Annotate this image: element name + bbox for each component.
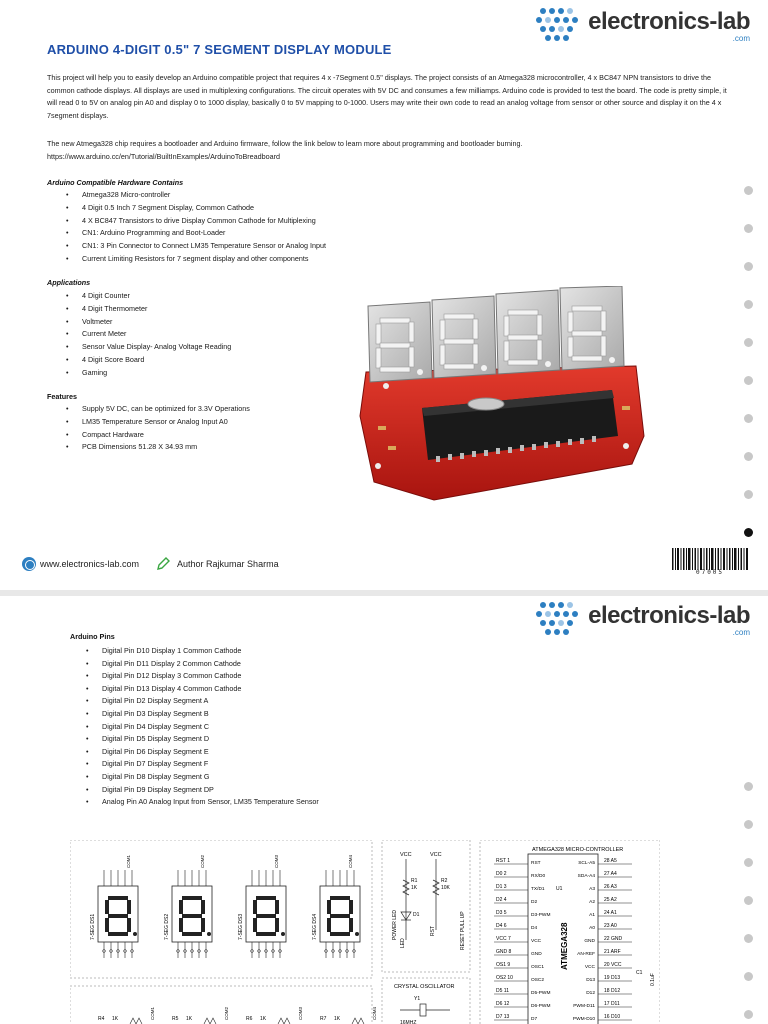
hardware-list: [66, 189, 326, 266]
logo-dots-icon: [536, 6, 582, 46]
mcu-right-pin-name: AN-REF: [577, 952, 595, 957]
nav-dot[interactable]: [744, 858, 753, 867]
page-2: [0, 596, 768, 1024]
resistor-value: 1K: [260, 1016, 267, 1022]
list-item: • Digital Pin D10 Display 1 Common Cathode: [86, 645, 319, 658]
nav-dot[interactable]: [744, 782, 753, 791]
bootloader-text: The new Atmega328 chip requires a bootloader and Arduino firmware, follow the link below to learn more about programming and bootloader burning.: [47, 139, 523, 148]
features-list: [66, 403, 250, 454]
mcu-left-pin-name: TX/D1: [531, 887, 545, 892]
page-footer: [22, 556, 279, 572]
com-label: COM4: [372, 1006, 377, 1020]
vcc-label-1: VCC: [400, 852, 412, 858]
logo-name: electronics-lab: [588, 601, 750, 629]
seven-segment-displays: [368, 286, 624, 382]
vcc-label-2: VCC: [430, 852, 442, 858]
list-item: • LM35 Temperature Sensor or Analog Input A0: [66, 416, 250, 429]
list-item: • 4 Digit 0.5 Inch 7 Segment Display, Common Cathode: [66, 202, 326, 215]
page-nav-dots: [744, 782, 754, 1024]
nav-dot[interactable]: [744, 1010, 753, 1019]
r1-value: 1K: [411, 885, 418, 891]
rst-label: RST: [430, 926, 436, 936]
mcu-right-pin: 18 D12: [604, 988, 621, 994]
nav-dot[interactable]: [744, 896, 753, 905]
r2-label: R2: [441, 878, 448, 884]
display-label: 7-SEG DS4: [312, 913, 318, 940]
power-led-label: POWER LED: [392, 909, 398, 940]
arduino-pins-heading: Arduino Pins: [70, 632, 115, 641]
u1-label: U1: [556, 886, 563, 892]
com-label: COM1: [150, 1006, 155, 1020]
resistor-group: [98, 1007, 377, 1024]
list-item: • Current Limiting Resistors for 7 segment display and other components: [66, 253, 326, 266]
reset-label: RESET PULL UP: [460, 911, 466, 950]
list-item: • Digital Pin D4 Display Segment C: [86, 721, 319, 734]
mcu-left-pin-name: OSC1: [531, 965, 545, 970]
mcu-left-pin: OS2 10: [496, 975, 513, 981]
mcu-right-pin-name: A1: [589, 913, 595, 918]
nav-dot[interactable]: [744, 934, 753, 943]
d1-label: D1: [413, 912, 420, 918]
schematic-display-2: [164, 855, 212, 958]
led-label: LED: [400, 938, 406, 948]
mcu-left-pin-name: RX/D0: [531, 874, 546, 879]
logo-name: electronics-lab: [588, 7, 750, 35]
display-label: 7-SEG DS1: [90, 913, 96, 940]
arduino-pins-list: [86, 645, 319, 809]
globe-icon: [22, 557, 36, 571]
nav-dot[interactable]: [744, 186, 753, 195]
mcu-right-pin: 19 D13: [604, 975, 621, 981]
list-item: • Digital Pin D5 Display Segment D: [86, 733, 319, 746]
resistor-value: 1K: [334, 1016, 341, 1022]
mcu-left-pin: D3 5: [496, 910, 507, 916]
list-item: • Digital Pin D2 Display Segment A: [86, 695, 319, 708]
mcu-left-pin-name: D5-PWM: [531, 991, 551, 996]
list-item: • Supply 5V DC, can be optimized for 3.3V Operations: [66, 403, 250, 416]
mcu-right-pin-name: GND: [584, 939, 595, 944]
mcu-left-pin-name: VCC: [531, 939, 542, 944]
mcu-right-pin: 21 ARF: [604, 949, 621, 955]
mcu-left-pin-name: D7: [531, 1017, 538, 1022]
list-item: • CN1: Arduino Programming and Boot-Loader: [66, 227, 326, 240]
list-item: • Digital Pin D8 Display Segment G: [86, 771, 319, 784]
mcu-name: ATMEGA328: [560, 922, 569, 970]
nav-dot[interactable]: [744, 300, 753, 309]
list-item: • Compact Hardware: [66, 429, 250, 442]
list-item: • Digital Pin D11 Display 2 Common Cathode: [86, 658, 319, 671]
mcu-right-pin-name: A2: [589, 900, 595, 905]
nav-dot[interactable]: [744, 972, 753, 981]
mcu-left-pin: D5 11: [496, 988, 509, 994]
power-reset-frame: [382, 840, 470, 972]
mcu-right-pin: 27 A4: [604, 871, 617, 877]
list-item: • Atmega328 Micro-controller: [66, 189, 326, 202]
mcu-right-pin: 16 D10: [604, 1014, 621, 1020]
pen-icon: [155, 556, 171, 572]
mcu-right-pin-name: VCC: [584, 965, 595, 970]
resistor-value: 1K: [186, 1016, 193, 1022]
hardware-heading: Arduino Compatible Hardware Contains: [47, 178, 184, 187]
page-nav-dots: [744, 186, 754, 566]
nav-dot[interactable]: [744, 262, 753, 271]
page-title: ARDUINO 4-DIGIT 0.5" 7 SEGMENT DISPLAY MODULE: [47, 42, 392, 57]
mcu-left-pin-name: D4: [531, 926, 538, 931]
mcu-right-pin: 24 A1: [604, 910, 617, 916]
bootloader-paragraph: [47, 138, 727, 163]
list-item: • Digital Pin D7 Display Segment F: [86, 758, 319, 771]
mcu-right-pin-name: A0: [589, 926, 595, 931]
logo-suffix: .com: [732, 627, 750, 637]
nav-dot[interactable]: [744, 490, 753, 499]
website-link[interactable]: www.electronics-lab.com: [40, 559, 140, 569]
mcu-left-pin: VCC 7: [496, 936, 511, 942]
com-label: COM3: [274, 854, 279, 868]
list-item: • Digital Pin D13 Display 4 Common Cathode: [86, 683, 319, 696]
mcu-left-pin-name: RST: [531, 861, 541, 866]
com-label: COM3: [298, 1006, 303, 1020]
mcu-right-pin-name: D13: [586, 978, 595, 983]
list-item: • Gaming: [66, 367, 231, 380]
r2-value: 10K: [441, 885, 450, 891]
r1-label: R1: [411, 878, 418, 884]
mcu-left-pin-name: OSC2: [531, 978, 545, 983]
mcu-right-pin: 28 A5: [604, 858, 617, 864]
c1-label: C1: [636, 970, 643, 976]
barcode-number: 07005: [695, 569, 725, 576]
logo-dots-icon: [536, 600, 582, 640]
display-frame: [70, 840, 372, 978]
mcu-left-pin-name: D2: [531, 900, 538, 905]
electronics-lab-logo[interactable]: [536, 6, 750, 46]
list-item: • 4 X BC847 Transistors to drive Display Common Cathode for Multiplexing: [66, 215, 326, 228]
mcu-left-pin: D7 13: [496, 1014, 510, 1020]
mcu-right-pin: 17 D11: [604, 1001, 620, 1007]
arduino-link[interactable]: https://www.arduino.cc/en/Tutorial/BuiltInExamples/ArduinoToBreadboard: [47, 151, 281, 161]
resistor-label: R4: [98, 1016, 105, 1022]
features-heading: Features: [47, 392, 77, 401]
display-group: [90, 855, 360, 958]
list-item: • Digital Pin D12 Display 3 Common Cathode: [86, 670, 319, 683]
com-label: COM2: [200, 854, 205, 868]
list-item: • 4 Digit Counter: [66, 290, 231, 303]
mcu-right-pin-name: D12: [586, 991, 595, 996]
nav-dot[interactable]: [744, 338, 753, 347]
mcu-right-pin-name: PWM-D10: [572, 1017, 595, 1022]
mcu-left-pin-name: D6-PWM: [531, 1004, 551, 1009]
mcu-right-pin-name: A3: [589, 887, 595, 892]
schematic-display-4: [312, 855, 360, 958]
mcu-left-pin: D2 4: [496, 897, 507, 903]
nav-dot[interactable]: [744, 414, 753, 423]
nav-dot-active[interactable]: [744, 528, 753, 537]
mcu-title: ATMEGA328 MICRO-CONTROLLER: [532, 847, 624, 853]
display-module-photo: [356, 286, 648, 508]
nav-dot[interactable]: [744, 820, 753, 829]
com-label: COM4: [348, 854, 353, 868]
mcu-right-pin-name: PWM-D11: [573, 1004, 595, 1009]
logo-suffix: .com: [732, 33, 750, 43]
mcu-left-pin: D6 12: [496, 1001, 510, 1007]
list-item: • Digital Pin D9 Display Segment DP: [86, 784, 319, 797]
schematic-display-1: [90, 855, 138, 958]
mcu-frame: [480, 840, 660, 1024]
resistor-label: R6: [246, 1016, 253, 1022]
c1-value: 0.1uF: [650, 973, 656, 986]
resistor-label: R7: [320, 1016, 327, 1022]
resistor-label: R5: [172, 1016, 179, 1022]
mcu-left-pin: RST 1: [496, 858, 511, 864]
mcu-left-pin-name: D3-PWM: [531, 913, 551, 918]
mcu-left-pin: D4 6: [496, 923, 507, 929]
mcu-left-pin: D0 2: [496, 871, 507, 877]
mcu-right-pin: 22 GND: [604, 936, 623, 942]
list-item: • PCB Dimensions 51.28 X 34.93 mm: [66, 441, 250, 454]
applications-heading: Applications: [47, 278, 91, 287]
schematic-diagram: [70, 840, 660, 1024]
mcu-right-pin: 26 A3: [604, 884, 617, 890]
resistor-value: 1K: [112, 1016, 119, 1022]
mcu-left-pin: OS1 9: [496, 962, 511, 968]
schematic-resistor-3: [246, 1007, 303, 1024]
list-item: • Voltmeter: [66, 316, 231, 329]
barcode-icon: [672, 548, 748, 570]
crystal-freq: 16MHZ: [400, 1020, 417, 1024]
display-label: 7-SEG DS2: [164, 913, 170, 940]
schematic-resistor-1: [98, 1007, 155, 1024]
mcu-left-pin-name: GND: [531, 952, 542, 957]
nav-dot[interactable]: [744, 452, 753, 461]
list-item: • Current Meter: [66, 328, 231, 341]
author-name: Author Rajkumar Sharma: [177, 559, 279, 569]
com-label: COM1: [126, 854, 131, 868]
list-item: • Digital Pin D3 Display Segment B: [86, 708, 319, 721]
display-label: 7-SEG DS3: [238, 913, 244, 940]
nav-dot[interactable]: [744, 376, 753, 385]
list-item: • CN1: 3 Pin Connector to Connect LM35 Temperature Sensor or Analog Input: [66, 240, 326, 253]
mcu-left-pin: GND 8: [496, 949, 512, 955]
intro-paragraph: This project will help you to easily develop an Arduino compatible project that requires 4 x -7Segment 0.5" displays. The project consists of an Atmega328 microcontroller, 4 x BC847 NPN transistors to drive the common cathode displays. All displays are used in multiplexing configurations. The circuit operates with 5V DC and consumes a few milliamps. Arduino code is provided to test the board. The code is pretty simple, it will read 0 to 5V on analog pin A0 and display 0 to 1000 display, basically 0 to 5V mapping to 0-1000. Users may write their own code to read an analog voltage from sensor or other source and display it on the 4 x 7segment displays.: [47, 73, 727, 120]
mcu-right-pin: 25 A2: [604, 897, 617, 903]
mcu-right-pin-name: SCL-A5: [578, 861, 595, 866]
crystal-icon: [420, 1004, 426, 1016]
mcu-left-pin: D1 3: [496, 884, 507, 890]
list-item: • 4 Digit Score Board: [66, 354, 231, 367]
nav-dot[interactable]: [744, 224, 753, 233]
crystal-label: CRYSTAL OSCILLATOR: [394, 984, 455, 990]
schematic-resistor-4: [320, 1007, 377, 1024]
mcu-right-pin: 20 VCC: [604, 962, 622, 968]
list-item: • Sensor Value Display- Analog Voltage Reading: [66, 341, 231, 354]
y1-label: Y1: [414, 996, 421, 1002]
mcu-right-pin-name: SDA-A4: [577, 874, 595, 879]
list-item: • Analog Pin A0 Analog Input from Sensor, LM35 Temperature Sensor: [86, 796, 319, 809]
mcu-right-pin: 23 A0: [604, 923, 617, 929]
list-item: • 4 Digit Thermometer: [66, 303, 231, 316]
com-label: COM2: [224, 1006, 229, 1020]
schematic-display-3: [238, 855, 286, 958]
electronics-lab-logo[interactable]: [536, 600, 750, 640]
applications-list: [66, 290, 231, 380]
schematic-resistor-2: [172, 1007, 229, 1024]
list-item: • Digital Pin D6 Display Segment E: [86, 746, 319, 759]
